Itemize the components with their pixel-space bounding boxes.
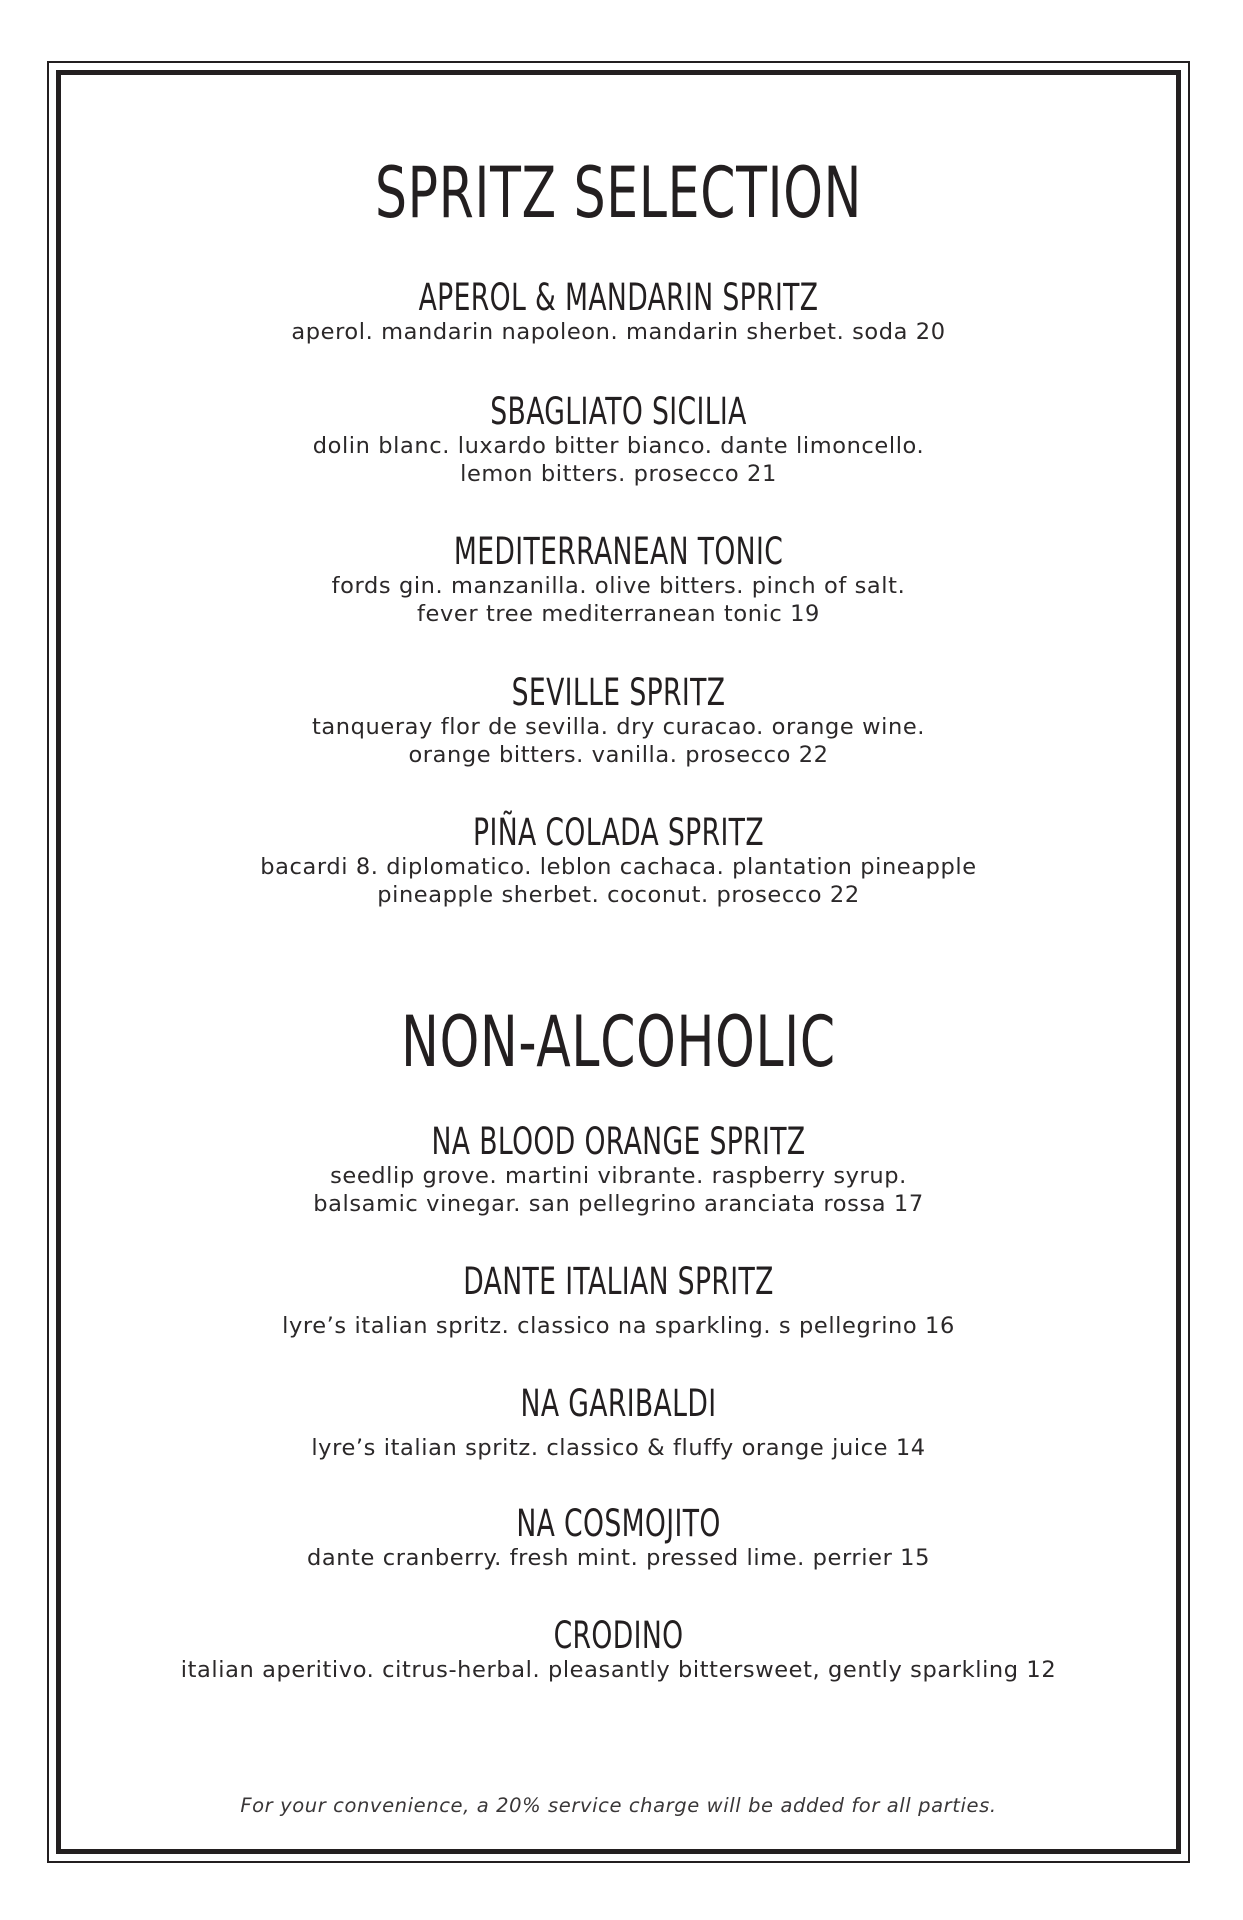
item-description: dolin blanc. luxardo bitter bianco. dante limoncello.: [312, 433, 925, 459]
menu-item: [56, 673, 1181, 769]
item-name: SBAGLIATO SICILIA: [490, 390, 747, 433]
menu-item: [56, 813, 1181, 909]
menu-item: [56, 392, 1181, 488]
item-description: fever tree mediterranean tonic 19: [417, 601, 820, 627]
section-title-spritz: SPRITZ SELECTION: [374, 152, 863, 234]
section-title-non-alcoholic: NON-ALCOHOLIC: [401, 1001, 836, 1083]
item-description: dante cranberry. fresh mint. pressed lime. perrier 15: [307, 1545, 930, 1571]
menu-item: [56, 278, 1181, 346]
item-description: lyre’s italian spritz. classico & fluffy orange juice 14: [311, 1435, 926, 1461]
item-name: CRODINO: [553, 1614, 684, 1657]
menu-item: [56, 1122, 1181, 1218]
item-description: bacardi 8. diplomatico. leblon cachaca. plantation pineapple: [260, 854, 977, 880]
item-description: balsamic vinegar. san pellegrino aranciata rossa 17: [313, 1191, 924, 1217]
item-description: pineapple sherbet. coconut. prosecco 22: [377, 882, 860, 908]
menu-item: [56, 1504, 1181, 1572]
item-name: MEDITERRANEAN TONIC: [453, 530, 784, 573]
item-name: PIÑA COLADA SPRITZ: [473, 811, 764, 854]
item-description: lyre’s italian spritz. classico na sparkling. s pellegrino 16: [282, 1313, 955, 1339]
menu-item: [56, 1616, 1181, 1684]
item-name: APEROL & MANDARIN SPRITZ: [418, 276, 819, 319]
item-description: aperol. mandarin napoleon. mandarin sherbet. soda 20: [291, 319, 946, 345]
item-name: NA GARIBALDI: [520, 1382, 717, 1425]
item-description: lemon bitters. prosecco 21: [460, 461, 777, 487]
item-description: seedlip grove. martini vibrante. raspberry syrup.: [330, 1163, 907, 1189]
item-description: tanqueray flor de sevilla. dry curacao. orange wine.: [311, 714, 926, 740]
item-description: italian aperitivo. citrus-herbal. pleasantly bittersweet, gently sparkling 12: [180, 1657, 1057, 1683]
item-name: NA BLOOD ORANGE SPRITZ: [431, 1120, 806, 1163]
item-name: SEVILLE SPRITZ: [511, 671, 726, 714]
item-description: fords gin. manzanilla. olive bitters. pinch of salt.: [331, 573, 906, 599]
item-name: NA COSMOJITO: [516, 1502, 721, 1545]
menu-item: [56, 1262, 1181, 1340]
menu-page: [56, 70, 1181, 1854]
service-charge-note: For your convenience, a 20% service charge will be added for all parties.: [240, 1794, 997, 1817]
menu-item: [56, 1384, 1181, 1462]
item-name: DANTE ITALIAN SPRITZ: [463, 1260, 774, 1303]
menu-item: [56, 532, 1181, 628]
item-description: orange bitters. vanilla. prosecco 22: [408, 742, 829, 768]
